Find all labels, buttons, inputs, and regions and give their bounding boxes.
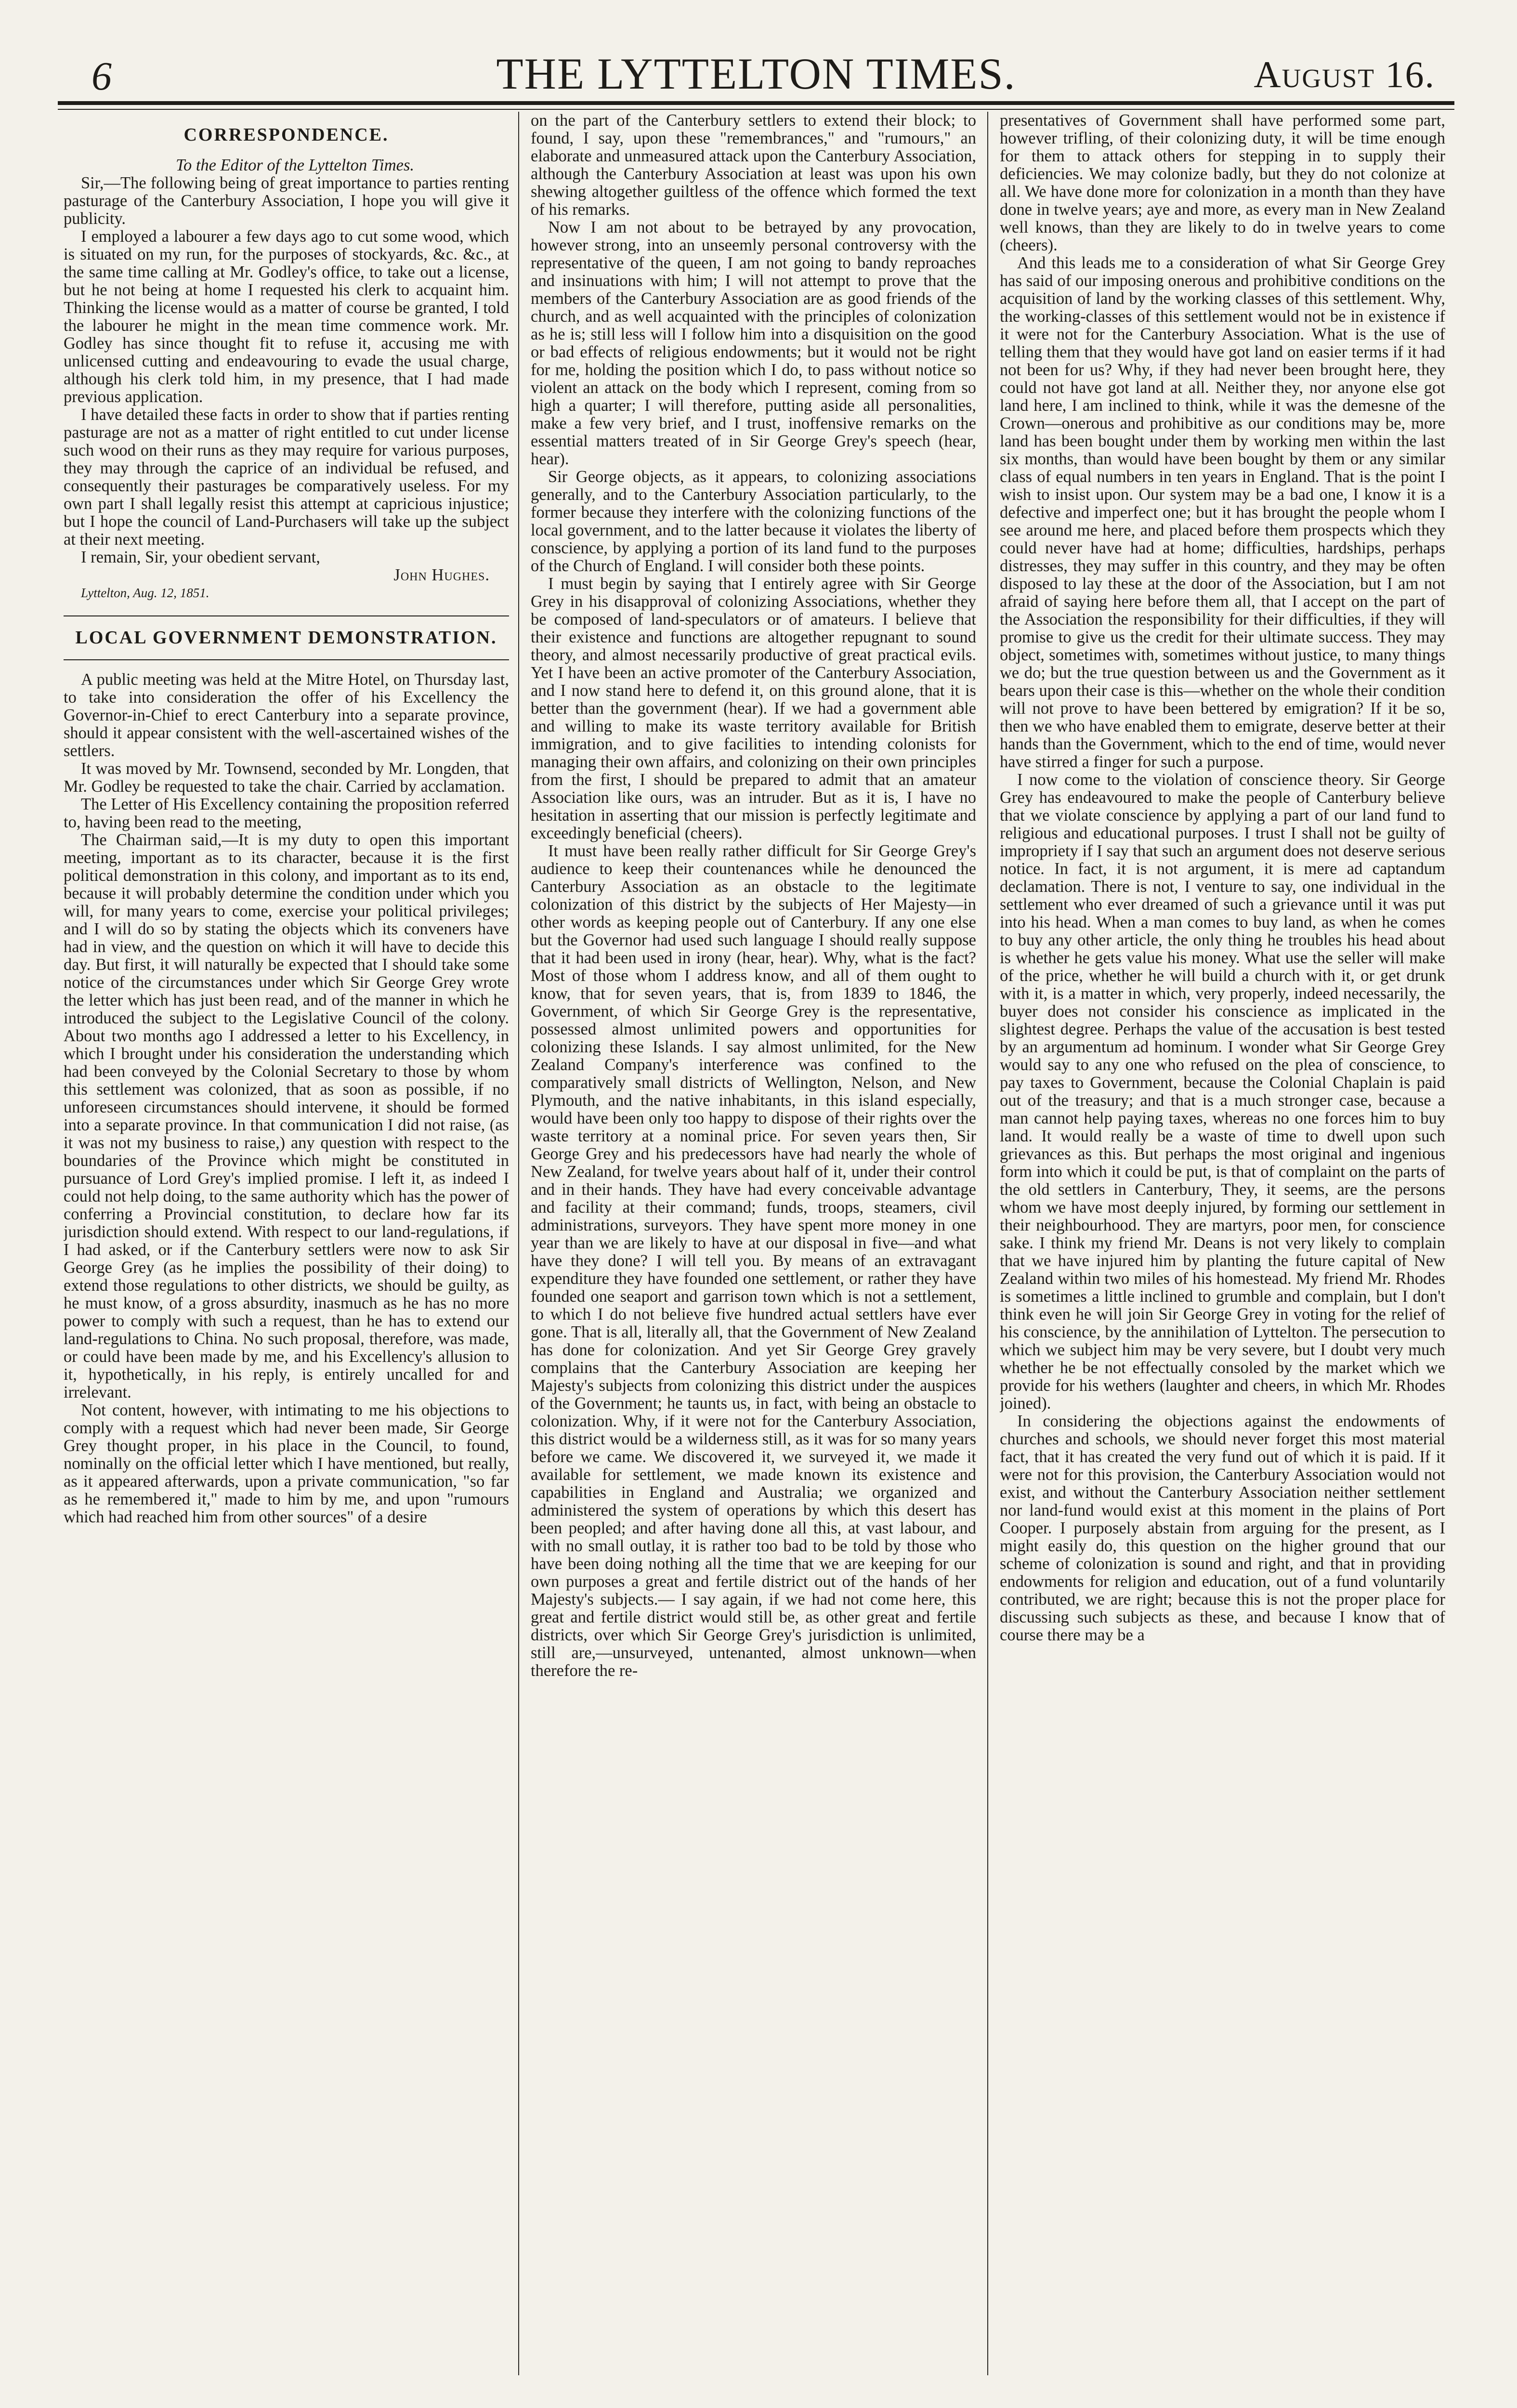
column-divider-2 (987, 112, 988, 2375)
column-3 (1000, 112, 1445, 2375)
article-paragraph: I now come to the violation of conscience theory. Sir George Grey has endeavoured to make the people of Canterbury believe that we violate conscience by applying a part of our land fund to religious and educational purposes. I trust I shall not be guilty of impropriety if I say that such an argument does not deserve serious notice. In fact, it is not argument, it is mere ad captandum declamation. There is not, I venture to say, one individual in the settlement who ever dreamed of such a grievance until it was put into his head. When a man comes to buy land, as when he comes to buy any other article, the only thing he troubles his head about is whether he gets value his money. What use the seller will make of the price, whether he will build a church with it, or get drunk with it, is a matter in which, very properly, indeed necessarily, the buyer does not consider his conscience as implicated in the slightest degree. Perhaps the value of the accusation is best tested by an argumentum ad hominum. I wonder what Sir George Grey would say to any one who refused on the plea of conscience, to pay taxes to Government, because the Colonial Chaplain is paid out of the treasury; and that is a much stronger case, because a man cannot help paying taxes, whereas no one forces him to buy land. It would really be a waste of time to dwell upon such grievances as this. But perhaps the most original and ingenious form into which it could be put, is that of complaint on the parts of the old settlers in Canterbury, They, it seems, are the persons whom we have most deeply injured, by forming our settlement in their neighbourhood. They are martyrs, poor men, for conscience sake. I think my friend Mr. Deans is not very likely to complain that we have injured him by planting the future capital of New Zealand within two miles of his homestead. My friend Mr. Rhodes is sometimes a little inclined to grumble and complain, but I don't think even he will join Sir George Grey in voting for the relief of his conscience, by the annihilation of Lyttelton. The persecution to which we subject him may be very severe, but I doubt very much whether he be not effectually consoled by the market which we provide for his wethers (laughter and cheers, in which Mr. Rhodes joined). (1000, 771, 1445, 1413)
article-paragraph: And this leads me to a consideration of what Sir George Grey has said of our imposing onerous and prohibitive conditions on the acquisition of land by the working classes of this settlement. Why, the working-classes of this settlement would not be in existence if it were not for the Canterbury Association. What is the use of telling them that they would have got land on easier terms if it had not been for us? Why, if they had never been brought here, they could not have got land at all. Neither they, nor anyone else got land here, I am inclined to think, while it was the demesne of the Crown—onerous and prohibitive as our conditions may be, more land has been bought under them by working men within the last six months, than would have been bought by them or any similar class of equal numbers in ten years in England. That is the point I wish to insist upon. Our system may be a bad one, I know it is a defective and imperfect one; but it has brought the people whom I see around me here, and placed before them prospects which they could never have had at home; difficulties, hardships, perhaps distresses, they may suffer in this country, and they may be often disposed to lay these at the door of the Association, but I am not afraid of saying here before them all, that I accept on the part of the Association the responsibility for their difficulties, if they will promise to give us the credit for their ultimate success. They may object, sometimes with, sometimes without justice, to many things we do; but the true question between us and the Government as it bears upon their case is this—whether on the whole their condition will not prove to have been bettered by emigration? If it be so, then we who have enabled them to emigrate, deserve better at their hands than the Government, which to the end of time, would never have stirred a finger for such a purpose. (1000, 254, 1445, 771)
letter-addressee: To the Editor of the Lyttelton Times. (175, 156, 415, 174)
page-number: 6 (92, 54, 112, 99)
column-divider-1 (518, 112, 519, 2375)
correspondence-heading: CORRESPONDENCE. (183, 125, 389, 145)
article-paragraph: In considering the objections against the endowments of churches and schools, we should never forget this most material fact, that it has created the very fund out of which it is paid. If it were not for this provision, the Canterbury Association would not exist, and without the Canterbury Association neither settlement nor land-fund would exist at this moment in the plains of Port Cooper. I purposely abstain from arguing for the present, as I might easily do, this question on the higher ground that our scheme of colonization is sound and right, and that in providing endowments for religion and education, out of a fund voluntarily contributed, we are right; because this is not the proper place for discussing such subjects as these, and because I know that of course there may be a (1000, 1412, 1445, 1644)
masthead (58, 34, 1454, 106)
letter-paragraph: I have detailed these facts in order to show that if parties renting pasturage are not as a matter of right entitled to cut under license such wood on their runs as they may require for various purposes, they may through the caprice of an individual be refused, and consequently their pasturages be comparatively useless. For my own part I shall legally resist this attempt at capricious injustice; but I hope the council of Land-Purchasers will take up the subject at their next meeting. (64, 406, 509, 549)
article-paragraph: The Letter of His Excellency containing the proposition referred to, having been read to the meeting, (64, 795, 509, 831)
letter-dateline: Lyttelton, Aug. 12, 1851. (81, 586, 209, 600)
letter-signature: John Hughes. (393, 566, 490, 584)
article-paragraph: It must have been really rather difficult for Sir George Grey's audience to keep their countenances while he denounced the Canterbury Association as an obstacle to the legitimate colonization of this district by the subjects of Her Majesty—in other words as keeping people out of Canterbury. If any one else but the Governor had used such language I should really suppose that it had been used in irony (hear, hear). Why, what is the fact? Most of those whom I address know, and all of them ought to know, that for seven years, that is, from 1839 to 1846, the Government, of which Sir George Grey is the representative, possessed almost unlimited powers and opportunities for colonizing these Islands. I say almost unlimited, for the New Zealand Company's interference was confined to the comparatively small districts of Wellington, Nelson, and New Plymouth, and the native inhabitants, in this island especially, would have been only too happy to dispose of their rights over the waste territory at a nominal price. For seven years then, Sir George Grey and his predecessors have had nearly the whole of New Zealand, for twelve years about half of it, under their control and in their hands. They have had every conceivable advantage and facility at their command; funds, troops, steamers, civil administrations, surveyors. They have spent more money in one year than we are likely to have at our disposal in five—and what have they done? I will tell you. By means of an extravagant expenditure they have founded one settlement, or rather they have founded one seaport and garrison town which is not a settlement, to which I do not believe five hundred actual settlers have ever gone. That is all, literally all, that the Government of New Zealand has done for colonization. And yet Sir George Grey gravely complains that the Canterbury Association are keeping her Majesty's subjects from colonizing this district under the auspices of the Government; he taunts us, in fact, with being an obstacle to colonization. Why, if it were not for the Canterbury Association, this district would be a wilderness still, as it was for so many years before we came. We discovered it, we surveyed it, we made it available for settlement, we made known its existence and capabilities in England and Australia; we organized and administered the system of operations by which this desert has been peopled; and after having done all this, at vast labour, and with no small outlay, it is rather too bad to be told by those who have been doing nothing all the time that we are keeping for our own purposes a great and fertile district out of the hands of her Majesty's subjects.— I say again, if we had not come here, this great and fertile district would still be, as other great and fertile districts, over which Sir George Grey's jurisdiction is unlimited, still are,—unsurveyed, untenanted, almost unknown—when therefore the re- (531, 842, 976, 1680)
article-paragraph: It was moved by Mr. Townsend, seconded by Mr. Longden, that Mr. Godley be requested to take the chair. Carried by acclamation. (64, 759, 509, 796)
section-separator (64, 615, 509, 616)
header-rule-thin (58, 109, 1454, 110)
letter-closing: I remain, Sir, your obedient servant, (81, 548, 320, 566)
letter-paragraph: I employed a labourer a few days ago to cut some wood, which is situated on my run, for the purposes of stockyards, &c. &c., at the same time calling at Mr. Godley's office, to take out a license, but he not being at home I requested his clerk to acquaint him. Thinking the license would as a matter of course be granted, I told the labourer he might in the mean time commence work. Mr. Godley has since thought fit to refuse it, accusing me with unlicensed cutting and endeavouring to evade the usual charge, although his clerk told him, in my presence, that I had made previous application. (64, 227, 509, 406)
column-1 (64, 112, 509, 2375)
article-paragraph: The Chairman said,—It is my duty to open this important meeting, important as to its character, because it is the first political demonstration in this colony, and important as to its end, because it will probably determine the condition under which you will, for many years to come, exercise your political privileges; and I will do so by stating the objects which its conveners have had in view, and the question on which it will have to decide this day. But first, it will naturally be expected that I should take some notice of the circumstances under which Sir George Grey wrote the letter which has just been read, and of the manner in which he introduced the subject to the Legislative Council of the colony. About two months ago I addressed a letter to his Excellency, in which I brought under his consideration the understanding which had been conveyed by the Colonial Secretary to those by whom this settlement was colonized, that as soon as possible, if no unforeseen circumstances should intervene, it should be formed into a separate province. In that communication I did not raise, (as it was not my business to raise,) any question with respect to the boundaries of the Province which might be constituted in pursuance of Lord Grey's implied promise. I left it, as indeed I could not help doing, to the same authority which has the power of conferring a Provincial constitution, to declare how far its jurisdiction should extend. With respect to our land-regulations, if I had asked, or if the Canterbury settlers were now to ask Sir George Grey (as he implies the possibility of their doing) to extend those regulations to other districts, we should be guilty, as he must know, of a gross absurdity, inasmuch as he has no more power to comply with such a request, than he has to extend our land-regulations to China. No such proposal, therefore, was made, or could have been made by me, and his Excellency's allusion to it, hypothetically, in his reply, is entirely uncalled for and irrelevant. (64, 831, 509, 1401)
article-paragraph: Sir George objects, as it appears, to colonizing associations generally, and to the Canterbury Association particularly, to the former because they interfere with the colonizing functions of the local government, and to the latter because it violates the liberty of conscience, by applying a portion of its land fund to the purposes of the Church of England. I will consider both these points. (531, 468, 976, 575)
article-paragraph: A public meeting was held at the Mitre Hotel, on Thursday last, to take into consideration the offer of his Excellency the Governor-in-Chief to erect Canterbury into a separate province, should it appear consistent with the well-ascertained wishes of the settlers. (64, 670, 509, 760)
article-paragraph: I must begin by saying that I entirely agree with Sir George Grey in his disapproval of colonizing Associations, whether they be composed of land-speculators or of amateurs. I believe that their existence and functions are altogether repugnant to sound theory, and almost necessarily productive of great practical evils. Yet I have been an active promoter of the Canterbury Association, and I now stand here to defend it, on this ground alone, that it is better than the government (hear). If we had a government able and willing to make its waste territory available for British immigration, and to give facilities to intending colonists for managing their own affairs, and colonizing on their own principles from the first, I should be prepared to admit that an amateur Association like ours, was an intruder. But as it is, I have no hesitation in asserting that our mission is perfectly legitimate and exceedingly beneficial (cheers). (531, 575, 976, 842)
newspaper-title: THE LYTTELTON TIMES. (496, 49, 1016, 98)
heading-underline (64, 659, 509, 660)
local-government-heading: LOCAL GOVERNMENT DEMONSTRATION. (75, 628, 497, 648)
article-paragraph: Not content, however, with intimating to me his objections to comply with a request which had never been made, Sir George Grey thought proper, in his place in the Council, to found, nominally on the official letter which I have mentioned, but really, as it appeared afterwards, upon a private communication, "so far as he remembered it," made to him by me, and upon "rumours which had reached him from other sources" of a desire (64, 1401, 509, 1526)
header-rule-thick (58, 101, 1454, 105)
column-2 (531, 112, 976, 2375)
article-paragraph: Now I am not about to be betrayed by any provocation, however strong, into an unseemly personal controversy with the representative of the queen, I am not going to bandy reproaches and insinuations with him; I will not attempt to prove that the members of the Canterbury Association are as good friends of the church, and as well acquainted with the principles of colonization as he is; still less will I follow him into a disquisition on the good or bad effects of religious endowments; but it would not be right for me, holding the position which I do, to pass without notice so violent an attack on the body which I represent, coming from so high a quarter; I will therefore, putting aside all personalities, make a few very brief, and I trust, inoffensive remarks on the essential matters treated of in Sir George Grey's speech (hear, hear). (531, 218, 976, 468)
issue-date: August 16. (1254, 53, 1435, 95)
article-paragraph: on the part of the Canterbury settlers to extend their block; to found, I say, upon these "remembrances," and "rumours," an elaborate and unmeasured attack upon the Canterbury Association, although the Canterbury Association at least was upon his own shewing altogether guiltless of the offence which formed the text of his remarks. (531, 112, 976, 219)
article-paragraph: presentatives of Government shall have performed some part, however trifling, of their colonizing duty, it will be time enough for them to attack others for stepping in to supply their deficiencies. We may colonize badly, but they do not colonize at all. We have done more for colonization in a month than they have done in twelve years; aye and more, as every man in New Zealand well knows, than they are likely to do in twelve years to come (cheers). (1000, 112, 1445, 254)
letter-paragraph: Sir,—The following being of great importance to parties renting pasturage of the Canterbury Association, I hope you will give it publicity. (64, 174, 509, 228)
